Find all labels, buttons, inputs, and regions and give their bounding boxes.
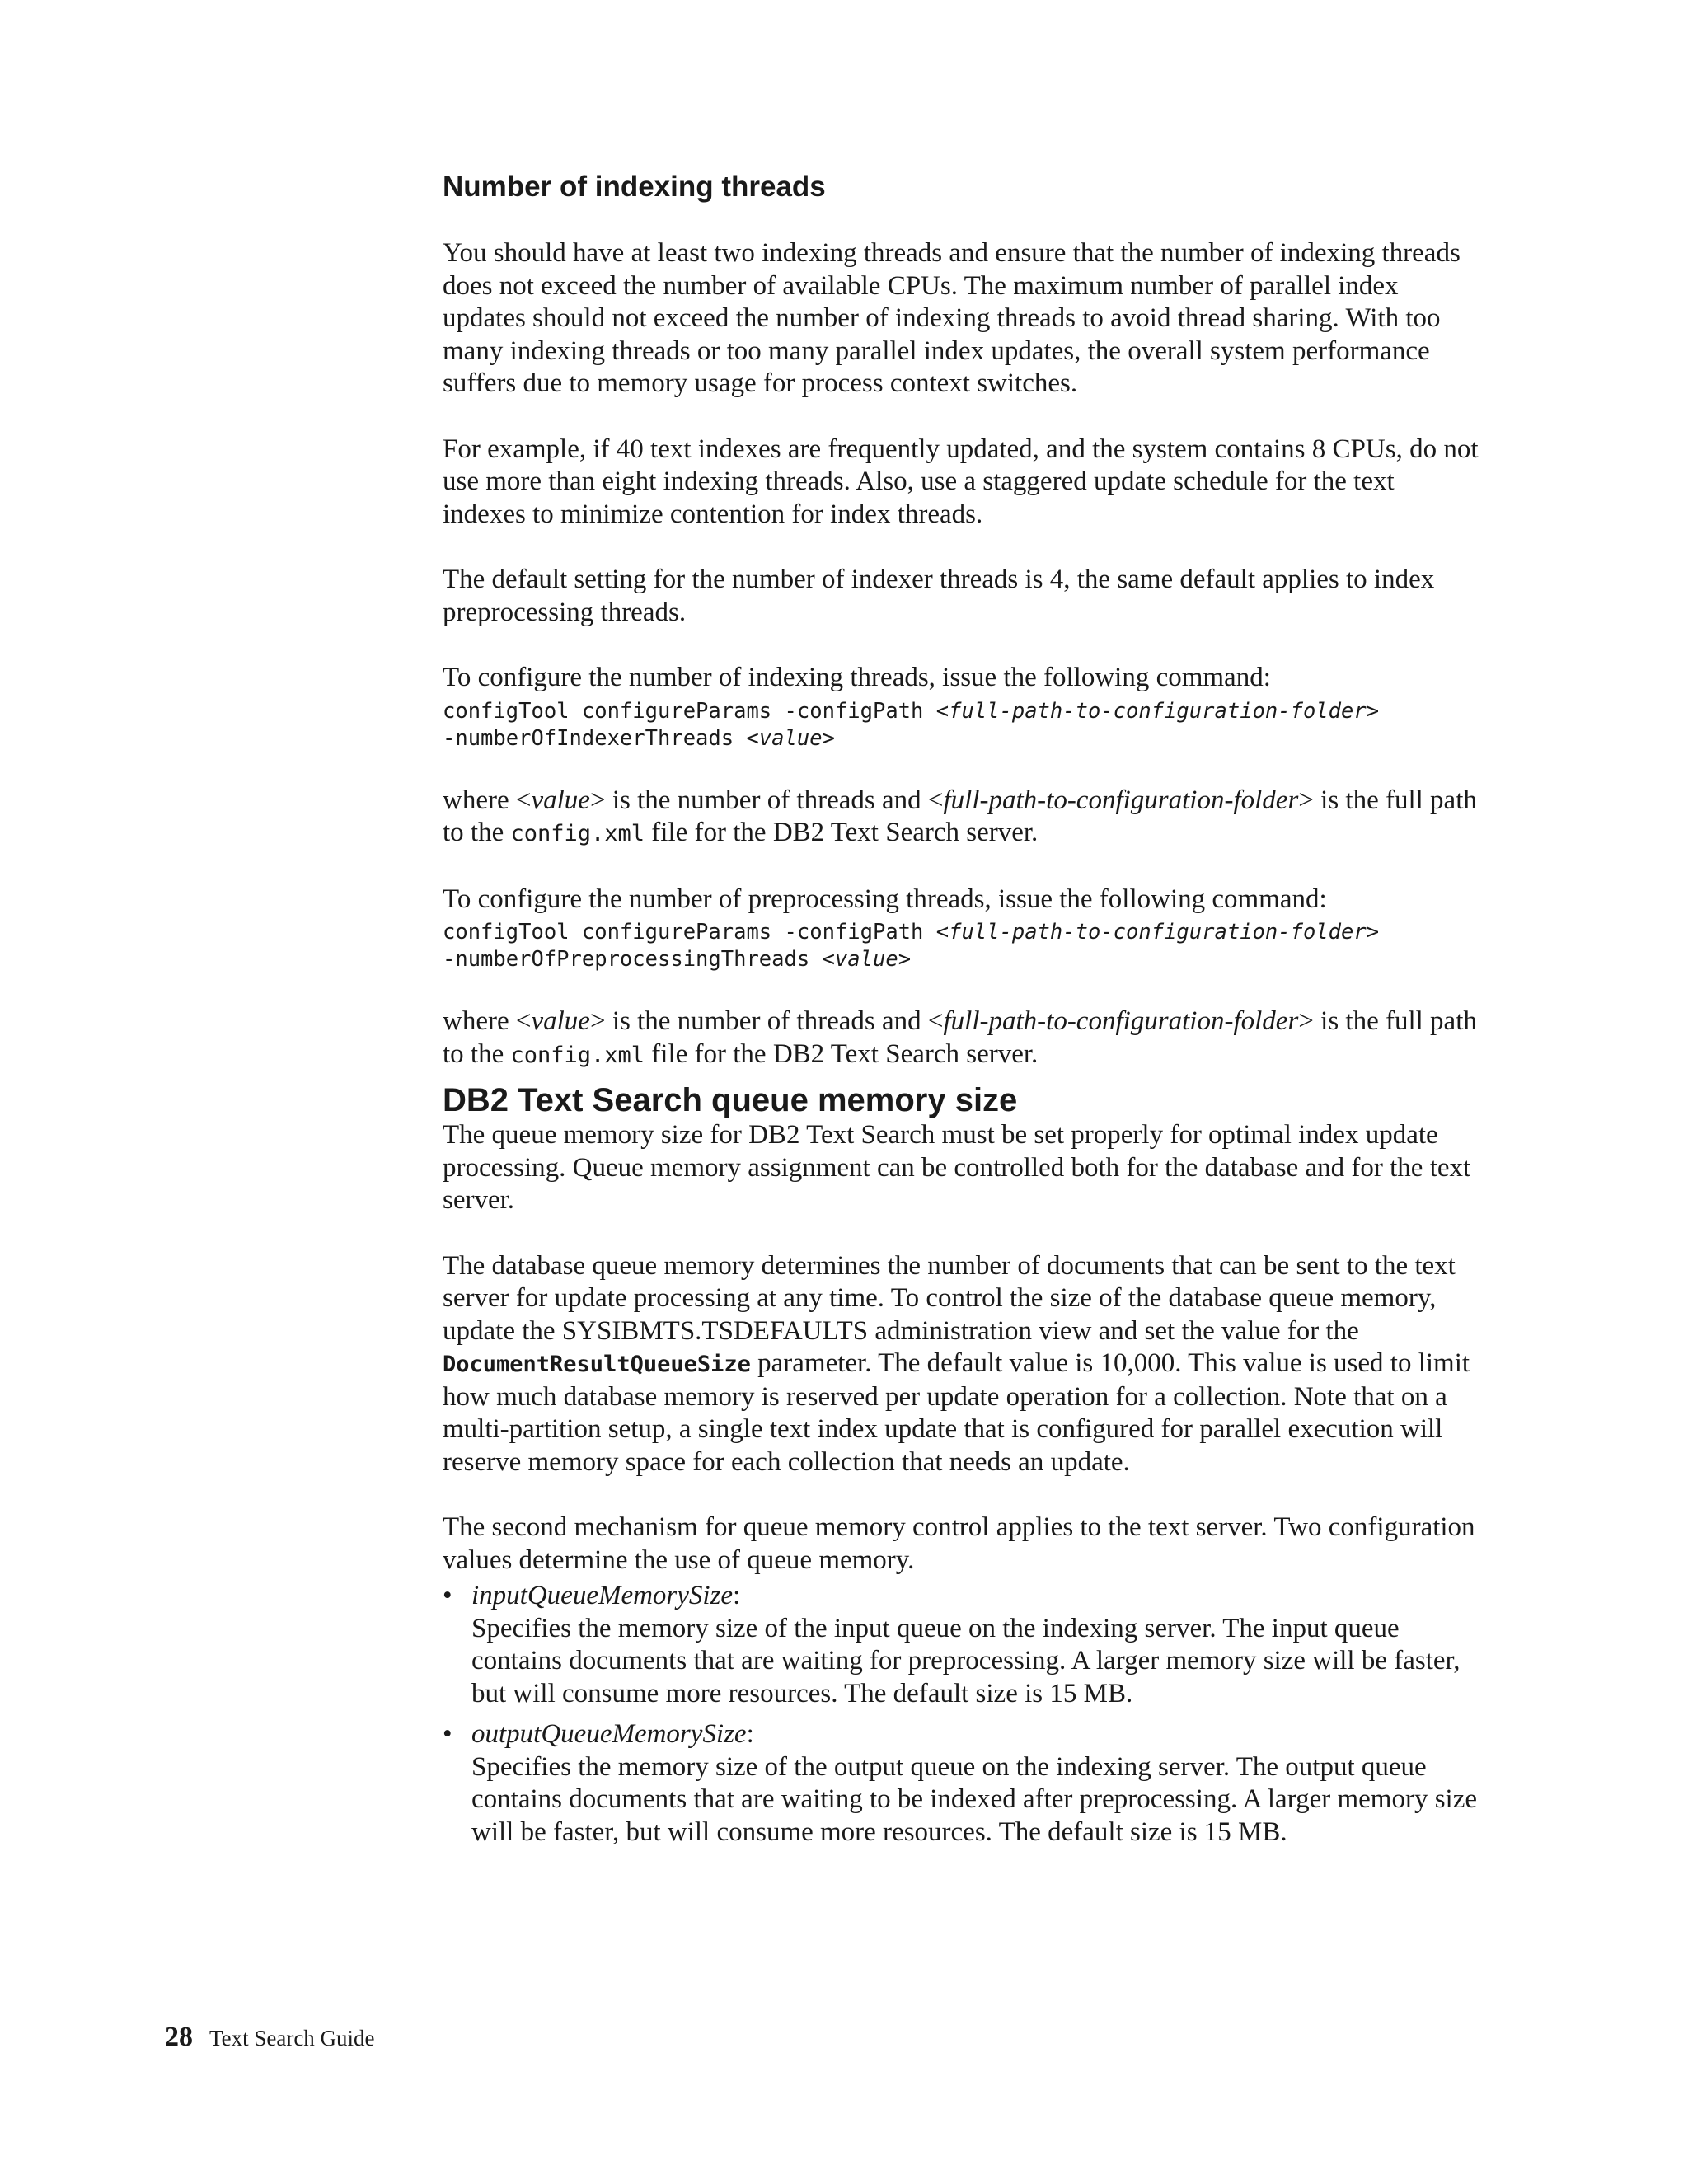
paragraph: You should have at least two indexing threads and ensure that the number of indexing threads does not exceed the number of available CPUs. The maximum number of parallel index updates should not exceed the number of indexing threads to avoid thread sharing. With too many indexing threads or too many parallel index updates, the overall system performance suffers due to memory usage for process context switches. bbox=[443, 238, 1461, 398]
code-block-indexer-threads bbox=[443, 698, 1481, 752]
section-heading-queue-memory: DB2 Text Search queue memory size bbox=[443, 1082, 1018, 1118]
bullet-icon: • bbox=[443, 1581, 452, 1610]
paragraph: For example, if 40 text indexes are frequently updated, and the system contains 8 CPUs, do not use more than eight indexing threads. Also, use a staggered update schedule for the text indexes to minimize contention for index threads. bbox=[443, 434, 1479, 529]
text-run: > is the full path to the bbox=[443, 785, 1477, 847]
bullet-icon: • bbox=[443, 1719, 452, 1749]
paragraph: The second mechanism for queue memory control applies to the text server. Two configuration values determine the use of queue memory. bbox=[443, 1512, 1475, 1575]
page-content bbox=[443, 169, 1481, 1857]
text-run: parameter. The default value is 10,000. This value is used to limit how much database memory is reserved per update operation for a collection. Note that on a multi-partition setup, a single text index update that is configured for parallel execution will reserve memory space for each collection that needs an update. bbox=[443, 1348, 1470, 1477]
paragraph: To configure the number of preprocessing threads, issue the following command: bbox=[443, 883, 1327, 914]
code-text: -numberOfIndexerThreads < bbox=[443, 725, 759, 751]
paragraph: To configure the number of indexing threads, issue the following command: bbox=[443, 663, 1271, 692]
code-text: -numberOfPreprocessingThreads < bbox=[443, 947, 835, 972]
config-term: inputQueueMemorySize bbox=[471, 1581, 734, 1610]
code-text: configTool configureParams -configPath < bbox=[443, 698, 950, 724]
code-variable: value bbox=[834, 947, 898, 972]
paragraph bbox=[443, 1250, 1481, 1479]
text-run: : bbox=[746, 1719, 754, 1749]
list-item bbox=[443, 1580, 1481, 1710]
text-run: file for the DB2 Text Search server. bbox=[645, 818, 1039, 847]
text-run: > is the full path to the bbox=[443, 1006, 1477, 1069]
code-text: > bbox=[1366, 698, 1380, 724]
text-run: file for the DB2 Text Search server. bbox=[645, 1038, 1039, 1069]
variable-term: full-path-to-configuration-folder bbox=[943, 1006, 1299, 1036]
variable-term: value bbox=[531, 785, 590, 815]
variable-term: value bbox=[531, 1006, 590, 1036]
config-values-list bbox=[443, 1580, 1481, 1849]
text-run: where < bbox=[443, 785, 532, 815]
paragraph: The default setting for the number of indexer threads is 4, the same default applies to index preprocessing threads. bbox=[443, 565, 1435, 627]
code-text: configTool configureParams -configPath < bbox=[443, 920, 950, 944]
filename: config.xml bbox=[510, 1042, 645, 1068]
code-text: > bbox=[822, 725, 835, 751]
code-variable: full-path-to-configuration-folder bbox=[949, 920, 1367, 944]
paragraph-where bbox=[443, 785, 1481, 851]
book-title: Text Search Guide bbox=[209, 2026, 375, 2050]
text-run: : bbox=[733, 1581, 741, 1610]
text-run: The database queue memory determines the number of documents that can be sent to the text server for update processing at any time. To control the size of the database queue memory, update the SYSIBMTS.TSDEFAULTS administration view and set the value for the bbox=[443, 1250, 1456, 1346]
text-run: > is the number of threads and < bbox=[589, 1006, 944, 1036]
variable-term: full-path-to-configuration-folder bbox=[943, 785, 1299, 815]
code-text: > bbox=[898, 947, 912, 972]
list-item-term-line bbox=[471, 1580, 1481, 1613]
code-variable: value bbox=[758, 725, 823, 751]
page-footer bbox=[165, 2022, 375, 2053]
parameter-name: DocumentResultQueueSize bbox=[443, 1352, 751, 1377]
code-text: > bbox=[1366, 920, 1380, 944]
code-variable: full-path-to-configuration-folder bbox=[949, 698, 1367, 724]
list-item-description: Specifies the memory size of the input queue on the indexing server. The input queue contains documents that are waiting for preprocessing. A larger memory size will be faster, but will consume more resources. The default size is 15 MB. bbox=[471, 1613, 1461, 1708]
text-run: where < bbox=[443, 1006, 532, 1036]
paragraph-where bbox=[443, 1005, 1481, 1071]
text-run: > is the number of threads and < bbox=[589, 785, 944, 815]
page-number: 28 bbox=[165, 2022, 193, 2052]
paragraph: The queue memory size for DB2 Text Search must be set properly for optimal index update processing. Queue memory assignment can be controlled both for the database and for the text server. bbox=[443, 1120, 1471, 1215]
list-item-term-line bbox=[471, 1718, 1481, 1751]
list-item bbox=[443, 1718, 1481, 1849]
filename: config.xml bbox=[510, 821, 645, 846]
config-term: outputQueueMemorySize bbox=[471, 1719, 747, 1749]
list-item-description: Specifies the memory size of the output queue on the indexing server. The output queue contains documents that are waiting to be indexed after preprocessing. A larger memory size will be faster, but will consume more resources. The default size is 15 MB. bbox=[471, 1751, 1478, 1847]
section-heading-indexing-threads: Number of indexing threads bbox=[443, 171, 826, 203]
code-block-preprocessing-threads bbox=[443, 919, 1481, 973]
